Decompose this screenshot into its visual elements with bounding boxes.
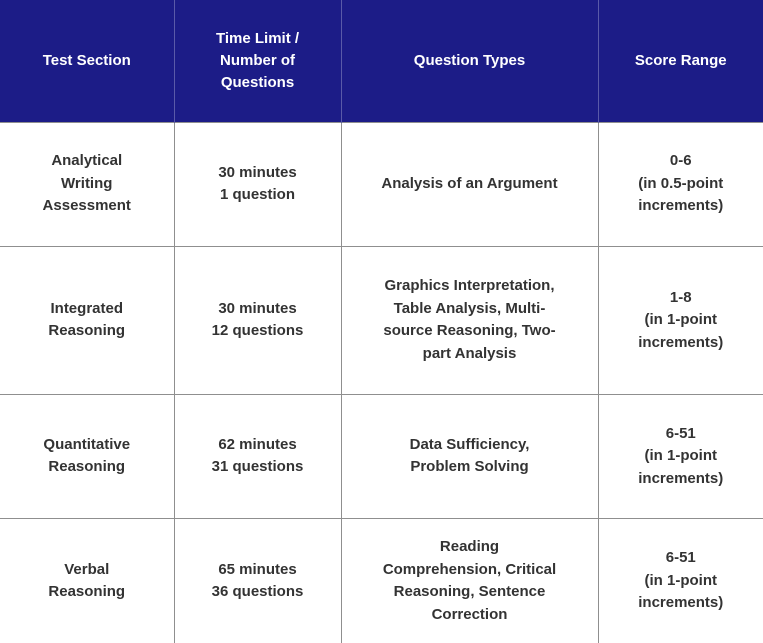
cell-time-limit: 30 minutes 1 question bbox=[174, 122, 341, 246]
header-question-types: Question Types bbox=[341, 0, 598, 122]
header-time-limit: Time Limit / Number of Questions bbox=[174, 0, 341, 122]
cell-score-range: 0-6 (in 0.5-point increments) bbox=[598, 122, 763, 246]
table-row bbox=[0, 246, 763, 394]
cell-time-limit: 30 minutes 12 questions bbox=[174, 246, 341, 394]
cell-question-types: Analysis of an Argument bbox=[341, 122, 598, 246]
cell-time-limit: 65 minutes 36 questions bbox=[174, 519, 341, 643]
header-row bbox=[0, 0, 763, 122]
table-row bbox=[0, 394, 763, 518]
cell-score-range: 6-51 (in 1-point increments) bbox=[598, 519, 763, 643]
table-header bbox=[0, 0, 763, 122]
cell-test-section: Analytical Writing Assessment bbox=[0, 122, 174, 246]
table-row bbox=[0, 519, 763, 643]
cell-question-types: Data Sufficiency, Problem Solving bbox=[341, 394, 598, 518]
cell-question-types: Graphics Interpretation, Table Analysis, Multi-source Reasoning, Two-part Analysis bbox=[341, 246, 598, 394]
cell-score-range: 1-8 (in 1-point increments) bbox=[598, 246, 763, 394]
cell-question-types: Reading Comprehension, Critical Reasoning, Sentence Correction bbox=[341, 519, 598, 643]
header-score-range: Score Range bbox=[598, 0, 763, 122]
cell-score-range: 6-51 (in 1-point increments) bbox=[598, 394, 763, 518]
cell-test-section: Verbal Reasoning bbox=[0, 519, 174, 643]
header-test-section: Test Section bbox=[0, 0, 174, 122]
cell-time-limit: 62 minutes 31 questions bbox=[174, 394, 341, 518]
cell-test-section: Quantitative Reasoning bbox=[0, 394, 174, 518]
cell-test-section: Integrated Reasoning bbox=[0, 246, 174, 394]
table-body bbox=[0, 122, 763, 643]
table-row bbox=[0, 122, 763, 246]
